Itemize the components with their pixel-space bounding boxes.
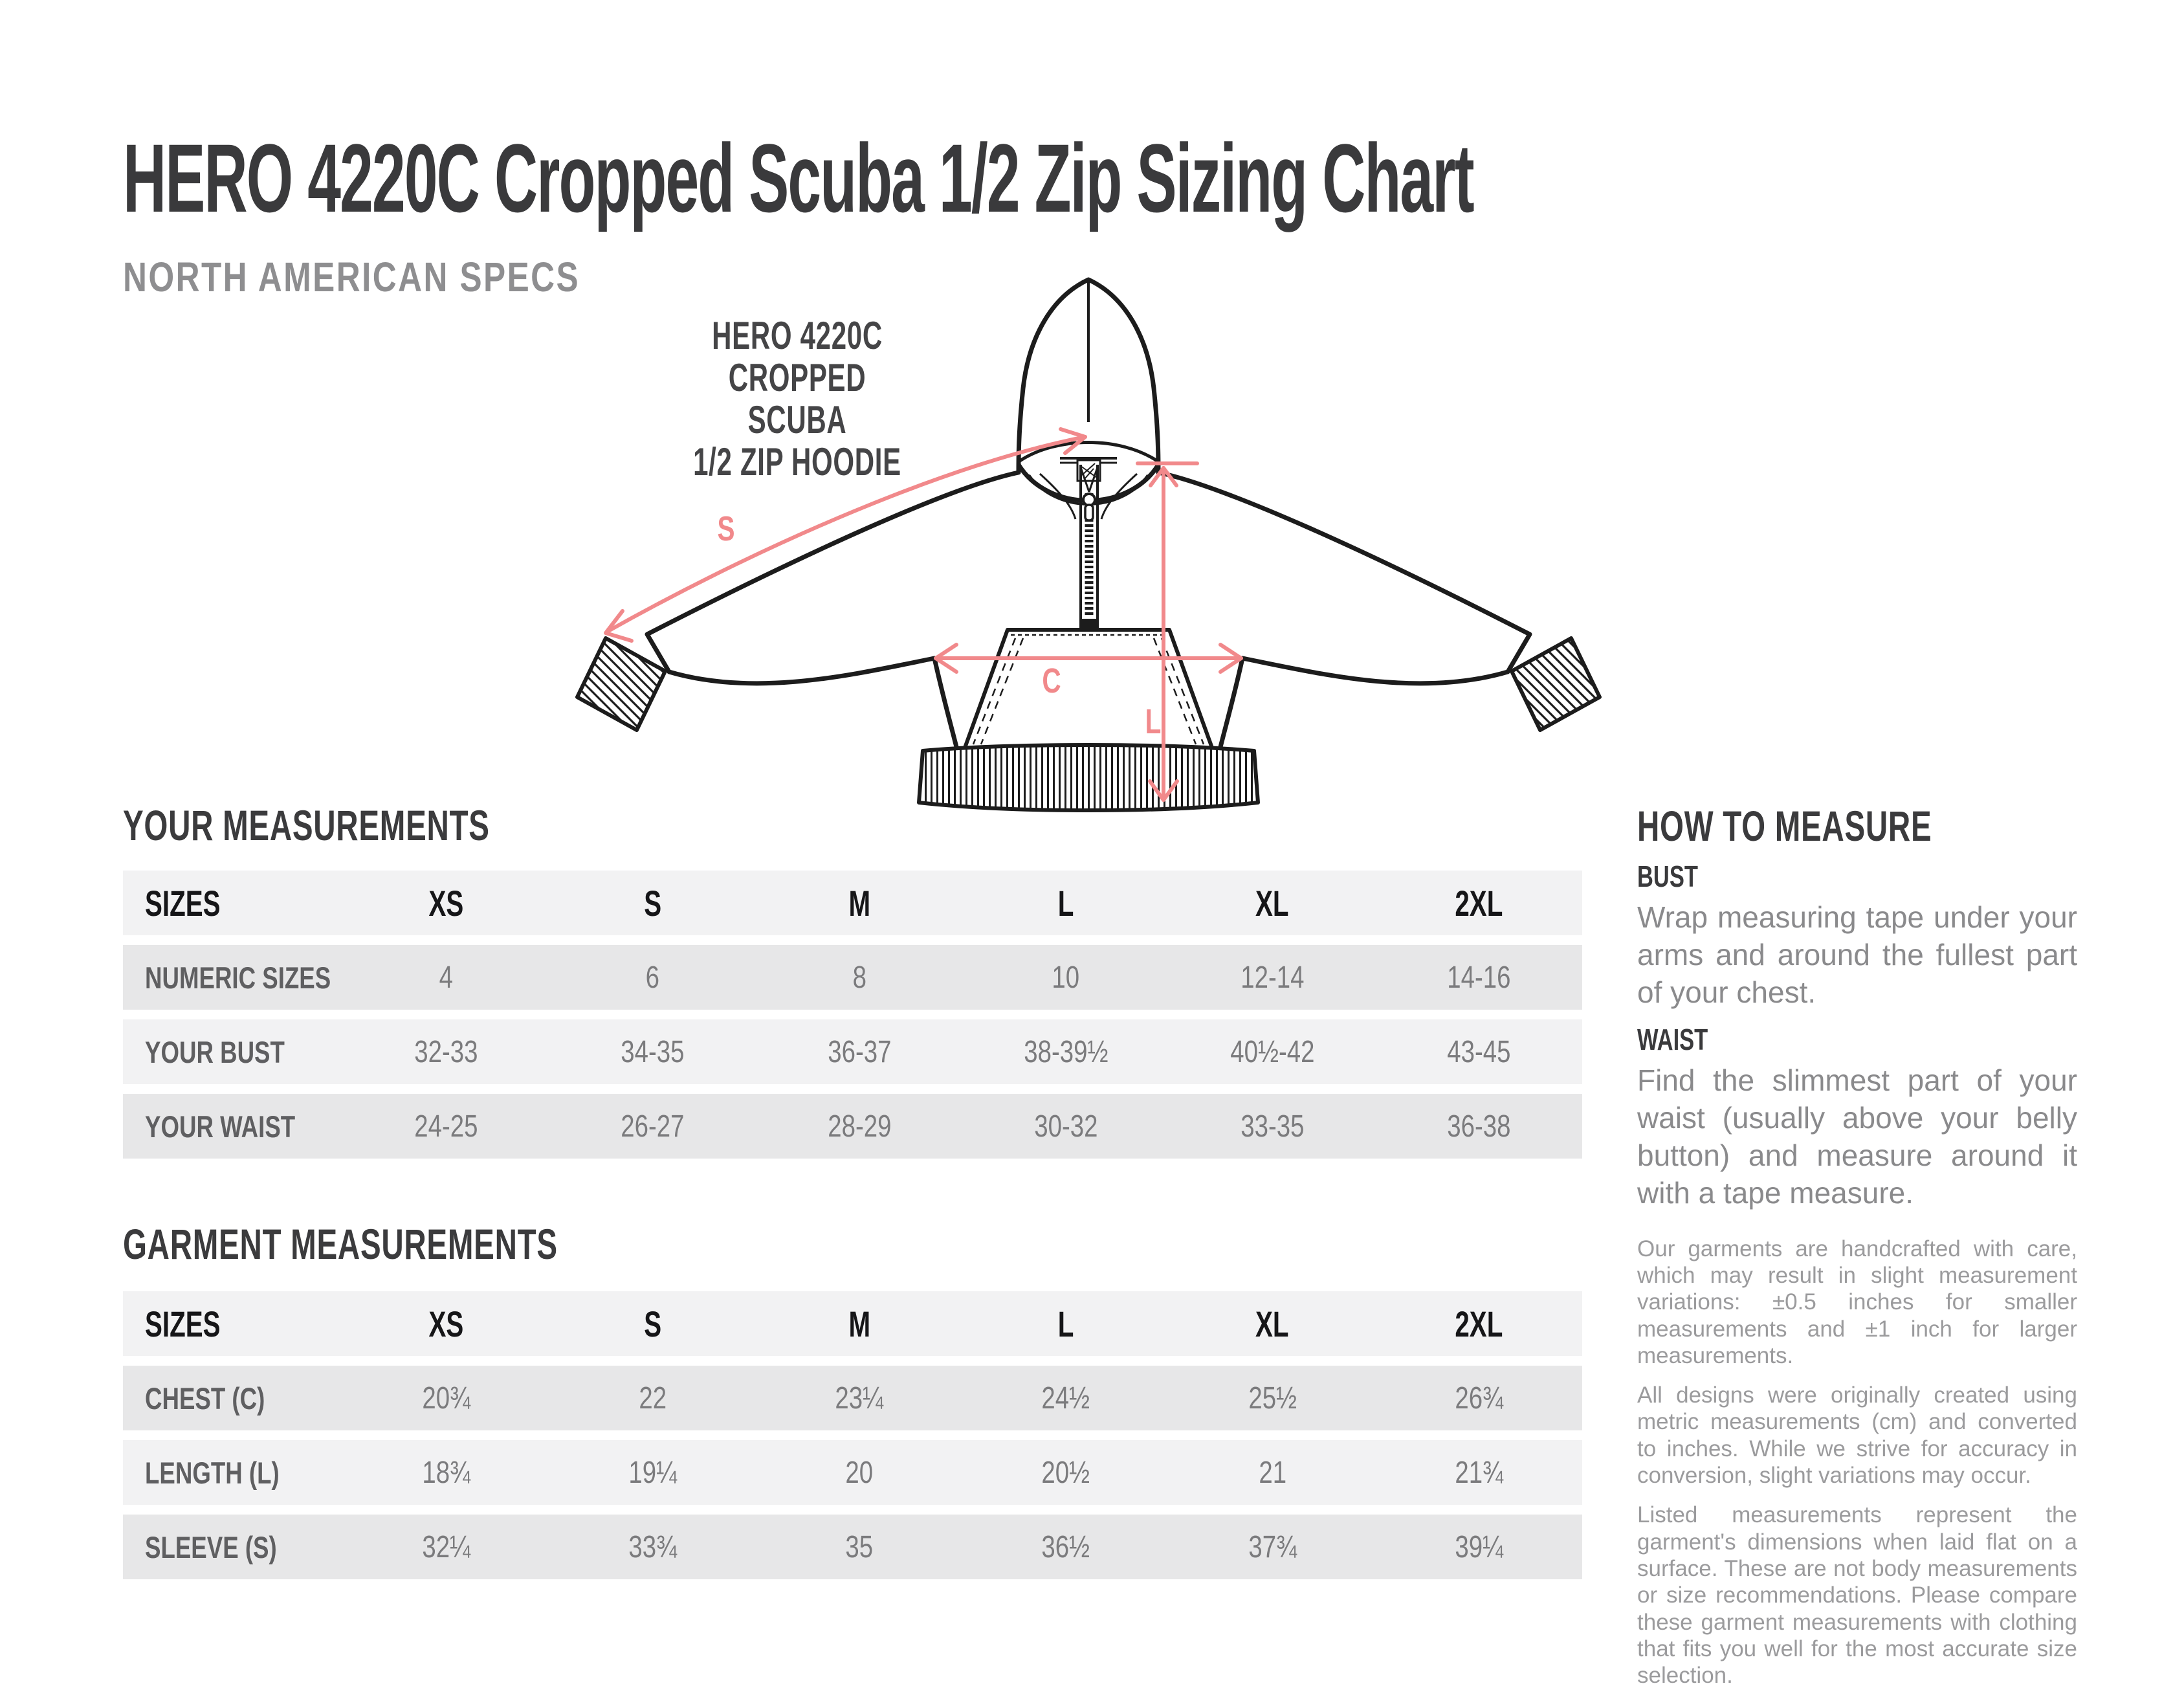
row-label: YOUR BUST — [145, 1034, 285, 1069]
measurement-value: 43-45 — [1447, 1034, 1511, 1069]
column-header-sizes: SIZES — [145, 1303, 221, 1344]
your-measurements-table — [123, 871, 1582, 1159]
table-row-chest — [123, 1366, 1582, 1430]
hoodie-illustration — [550, 272, 1650, 828]
column-header-s: S — [644, 1303, 662, 1344]
row-label: NUMERIC SIZES — [145, 960, 331, 995]
measurement-value: 20¾ — [422, 1381, 470, 1416]
table-row-numeric-sizes — [123, 945, 1582, 1010]
column-header-m: M — [848, 882, 870, 924]
measurement-value: 6 — [646, 960, 660, 995]
measurement-value: 28-29 — [827, 1109, 892, 1144]
column-header-xl: XL — [1255, 882, 1289, 924]
measurement-value: 20½ — [1041, 1455, 1090, 1490]
table-header-row — [123, 871, 1582, 935]
measurement-value: 39¼ — [1455, 1529, 1503, 1564]
column-header-m: M — [848, 1303, 870, 1344]
measurement-value: 35 — [845, 1529, 874, 1564]
measurement-value: 22 — [639, 1381, 667, 1416]
measurement-value: 36½ — [1041, 1529, 1090, 1564]
measurement-value: 26-27 — [621, 1109, 685, 1144]
measurement-value: 30-32 — [1033, 1109, 1098, 1144]
column-header-s: S — [644, 882, 662, 924]
column-header-l: L — [1057, 882, 1074, 924]
column-header-l: L — [1057, 1303, 1074, 1344]
garment-measurements-table — [123, 1291, 1582, 1579]
measurement-value: 10 — [1052, 960, 1080, 995]
waist-instructions: Find the slimmest part of your waist (usually above your belly button) and measure around it with a tape measure. — [1637, 1063, 2077, 1210]
table-row-length — [123, 1440, 1582, 1505]
row-label: SLEEVE (S) — [145, 1529, 277, 1564]
measurement-value: 36-38 — [1447, 1109, 1511, 1144]
table-header-row — [123, 1291, 1582, 1356]
product-label-line1: HERO 4220C — [712, 314, 883, 357]
column-header-2xl: 2XL — [1455, 1303, 1503, 1344]
right-cuff — [1512, 638, 1600, 730]
measurement-value: 19¼ — [628, 1455, 678, 1490]
measurement-value: 21¾ — [1455, 1455, 1503, 1490]
disclaimer-variations: Our garments are handcrafted with care, which may result in slight measurement variations: ±0.5 inches for smaller measurements and ±1 inch for larger measurements. — [1637, 1236, 2077, 1368]
bust-label: BUST — [1637, 860, 1698, 893]
measurement-value: 8 — [852, 960, 866, 995]
table-row-your-waist — [123, 1094, 1582, 1159]
disclaimer-metric: All designs were originally created using metric measurements (cm) and converted to inches. While we strive for accuracy in conversion, slight variations may occur. — [1637, 1383, 2077, 1489]
page-subtitle: NORTH AMERICAN SPECS — [123, 254, 580, 300]
measurement-value: 18¾ — [422, 1455, 470, 1490]
measurement-value: 20 — [845, 1455, 874, 1490]
measurement-value: 38-39½ — [1023, 1034, 1109, 1069]
waist-label: WAIST — [1637, 1022, 1708, 1056]
chest-marker-letter: C — [1042, 661, 1061, 700]
measurement-value: 33¾ — [628, 1529, 678, 1564]
column-header-xl: XL — [1255, 1303, 1289, 1344]
measurement-value: 32-33 — [414, 1034, 478, 1069]
product-label-line2: CROPPED SCUBA — [728, 356, 866, 441]
measurement-value: 25½ — [1248, 1381, 1297, 1416]
measurement-value: 36-37 — [827, 1034, 892, 1069]
how-to-measure-heading: HOW TO MEASURE — [1637, 802, 1932, 850]
page-title: HERO 4220C Cropped Scuba 1/2 Zip Sizing Chart — [123, 124, 1473, 232]
length-marker-letter: L — [1145, 702, 1162, 741]
measurement-value: 40½-42 — [1230, 1034, 1315, 1069]
bust-instructions: Wrap measuring tape under your arms and around the fullest part of your chest. — [1637, 900, 2077, 1009]
table-row-sleeve — [123, 1515, 1582, 1579]
measurement-value: 14-16 — [1447, 960, 1511, 995]
measurement-value: 34-35 — [621, 1034, 685, 1069]
row-label: CHEST (C) — [145, 1381, 265, 1416]
measurement-value: 23¼ — [835, 1381, 884, 1416]
column-header-sizes: SIZES — [145, 882, 221, 924]
garment-measurements-heading: GARMENT MEASUREMENTS — [123, 1220, 558, 1268]
row-label: YOUR WAIST — [145, 1109, 296, 1144]
measurement-value: 24½ — [1041, 1381, 1090, 1416]
measurement-value: 24-25 — [414, 1109, 478, 1144]
left-cuff — [577, 638, 665, 730]
column-header-xs: XS — [428, 1303, 464, 1344]
measurement-value: 4 — [439, 960, 454, 995]
measurement-value: 37¾ — [1248, 1529, 1297, 1564]
product-label-line3: 1/2 ZIP HOODIE — [693, 440, 901, 483]
measurement-value: 21 — [1258, 1455, 1286, 1490]
measurement-value: 32¼ — [422, 1529, 470, 1564]
your-measurements-heading: YOUR MEASUREMENTS — [123, 801, 490, 849]
product-label — [679, 315, 915, 483]
table-row-your-bust — [123, 1019, 1582, 1084]
disclaimer-flat-measurements: Listed measurements represent the garment's dimensions when laid flat on a surface. These are not body measurements or size recommendations. Please compare these garment measurements with clothing that fits you well for the most accurate size selection. — [1637, 1502, 2077, 1689]
ribbed-hem — [919, 745, 1258, 810]
measurement-value: 12-14 — [1241, 960, 1305, 995]
row-label: LENGTH (L) — [145, 1455, 280, 1490]
column-header-xs: XS — [428, 882, 464, 924]
measurement-value: 33-35 — [1241, 1109, 1305, 1144]
column-header-2xl: 2XL — [1455, 882, 1503, 924]
sleeve-marker-letter: S — [717, 509, 735, 548]
how-to-measure-section — [1637, 802, 2077, 1699]
measurement-value: 26¾ — [1455, 1381, 1503, 1416]
